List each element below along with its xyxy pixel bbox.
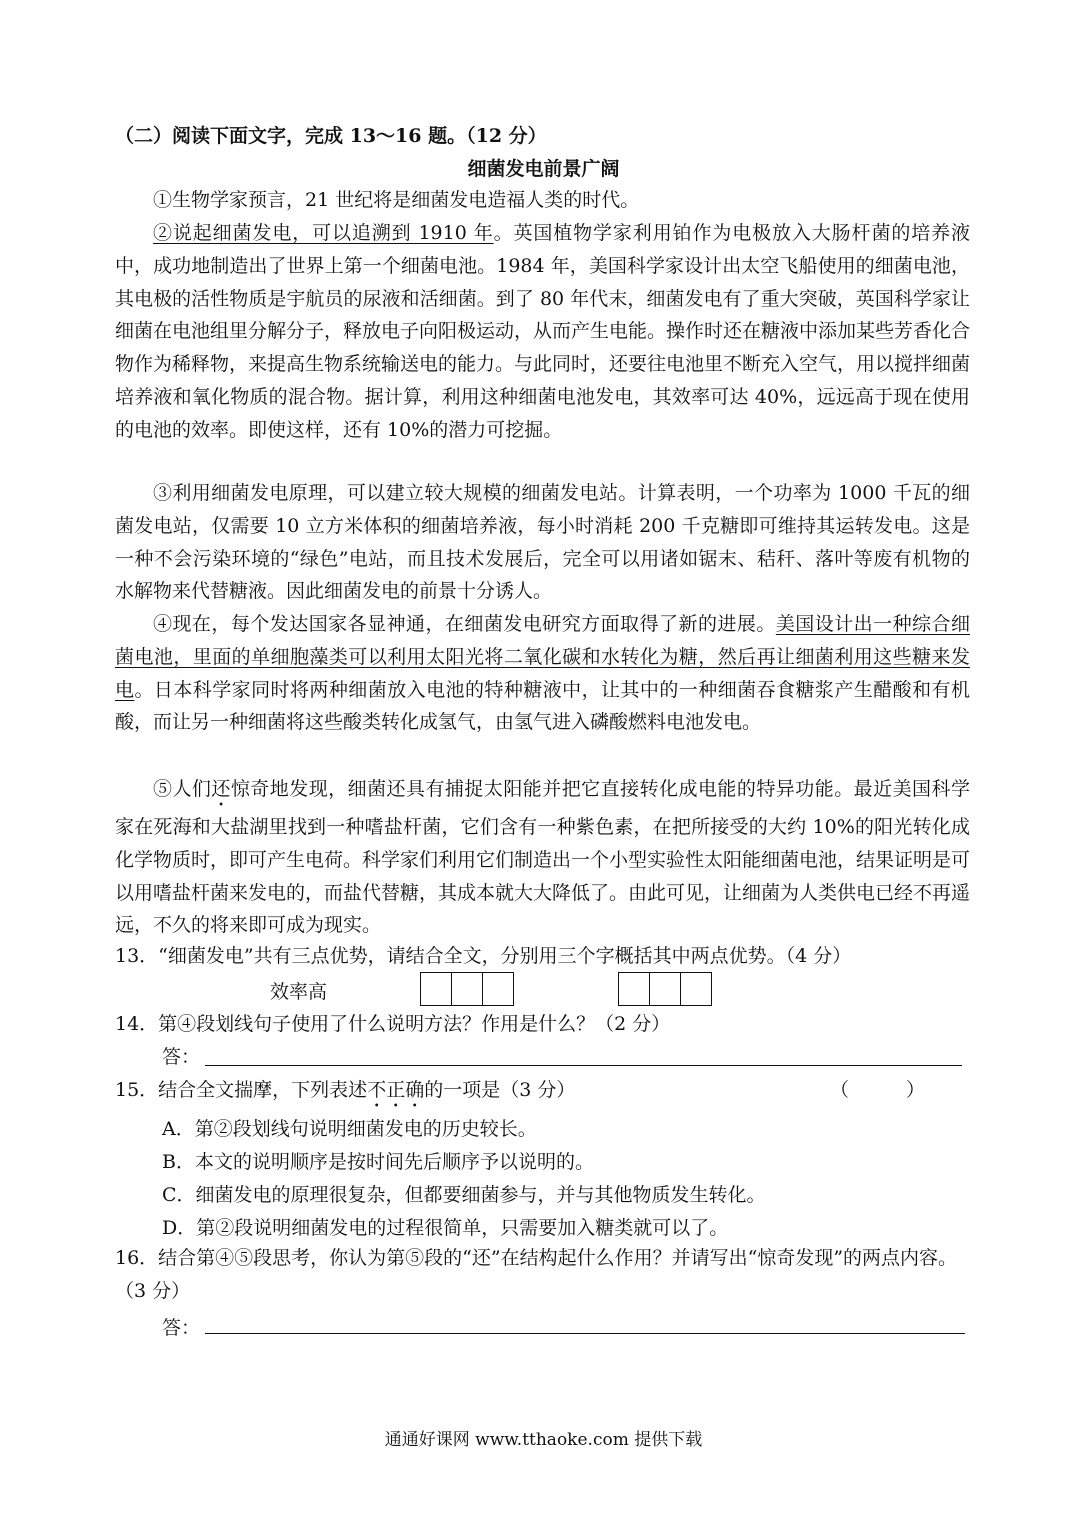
paragraph-4 — [115, 608, 970, 739]
q15-emphasis: 不正确 — [367, 1079, 425, 1101]
q13-answer-boxes-2[interactable] — [618, 972, 712, 1006]
paragraph-1: ①生物学家预言，21 世纪将是细菌发电造福人类的时代。 — [153, 189, 640, 211]
emphasized-word-hai: 还 — [211, 778, 231, 800]
q15-option-a[interactable]: A．第②段划线句说明细菌发电的历史较长。 — [162, 1118, 537, 1140]
underlined-sentence-p2: ②说起细菌发电，可以追溯到 1910 年 — [153, 222, 494, 244]
paragraph-2 — [115, 217, 970, 447]
paragraph-5-text: 惊奇地发现，细菌还具有捕捉太阳能并把它直接转化成电能的特异功能。最近美国科学家在死海和大盐湖里找到一种嗜盐杆菌，它们含有一种紫色素，在把所接受的大约 10%的阳光转化成化学物质时，即可产生电荷。科学家们利用它们制造出一个小型实验性太阳能细菌电池，结果证明是可以用嗜盐杆菌来发电的，而盐代替糖，其成本就大大降低了。由此可见，让细菌为人类供电已经不再遥远，不久的将来即可成为现实。 — [115, 778, 971, 937]
q14-answer-label: 答： — [162, 1046, 201, 1068]
q16-answer-line[interactable] — [205, 1333, 965, 1334]
q16-answer-label: 答： — [162, 1317, 201, 1339]
paragraph-2-text: 。英国植物学家利用铂作为电极放入大肠杆菌的培养液中，成功地制造出了世界上第一个细菌电池。1984 年，美国科学家设计出太空飞船使用的细菌电池，其电极的活性物质是宇航员的尿液和活细菌。到了 80 年代末，细菌发电有了重大突破，英国科学家让细菌在电池组里分解分子，释放电子向阳极运动，从而产生电能。操作时还在糖液中添加某些芳香化合物作为稀释物，来提高生物系统输送电的能力。与此同时，还要往电池里不断充入空气，用以搅拌细菌培养液和氧化物质的混合物。据计算，利用这种细菌电池发电，其效率可达 40%，远远高于现在使用的电池的效率。即使这样，还有 10%的潜力可挖掘。 — [115, 222, 971, 441]
q13-answer-boxes-1[interactable] — [420, 972, 514, 1006]
question-14: 14．第④段划线句子使用了什么说明方法？作用是什么？（2 分） — [115, 1013, 671, 1035]
q15-option-d[interactable]: D．第②段说明细菌发电的过程很简单，只需要加入糖类就可以了。 — [162, 1217, 729, 1239]
question-13: 13．“细菌发电”共有三点优势，请结合全文，分别用三个字概括其中两点优势。（4 分） — [115, 945, 852, 967]
paragraph-4-start: ④现在，每个发达国家各显神通，在细菌发电研究方面取得了新的进展。 — [153, 613, 776, 635]
paragraph-4-text: 。日本科学家同时将两种细菌放入电池的特种糖液中，让其中的一种细菌吞食糖浆产生醋酸和有机酸，而让另一种细菌将这些酸类转化成氢气，由氢气进入磷酸燃料电池发电。 — [115, 678, 970, 734]
underlined-sentence-p4: 美国设计出一种综合细菌电池，里面的单细胞藻类可以利用太阳光将二氧化碳和水转化为糖，然后再让细菌利用这些糖来发电 — [115, 613, 970, 701]
q15-text-start: 15．结合全文揣摩，下列表述 — [115, 1079, 368, 1101]
paragraph-5 — [115, 773, 970, 942]
q15-option-b[interactable]: B．本文的说明顺序是按时间先后顺序予以说明的。 — [162, 1151, 594, 1173]
q13-example-answer: 效率高 — [270, 981, 328, 1003]
article-title: 细菌发电前景广阔 — [467, 158, 620, 180]
q15-text-end: 的一项是（3 分） — [424, 1079, 576, 1101]
q14-answer-line[interactable] — [205, 1065, 962, 1066]
question-16: 16．结合第④⑤段思考，你认为第⑤段的“还”在结构起什么作用？并请写出“惊奇发现”的两点内容。（3 分） — [115, 1247, 958, 1302]
q15-option-c[interactable]: C．细菌发电的原理很复杂，但都要细菌参与，并与其他物质发生转化。 — [162, 1184, 766, 1206]
footer-download-note: 通通好课网 www.tthaoke.com 提供下载 — [384, 1430, 703, 1450]
section-header: （二）阅读下面文字，完成 13～16 题。（12 分） — [115, 125, 547, 147]
paragraph-3: ③利用细菌发电原理，可以建立较大规模的细菌发电站。计算表明，一个功率为 1000 千瓦的细菌发电站，仅需要 10 立方米体积的细菌培养液，每小时消耗 200 千克糖即可维持其运转发电。这是一种不会污染环境的“绿色”电站，而且技术发展后，完全可以用诸如锯末、秸秆、落叶等废有机物的水解物来代替糖液。因此细菌发电的前景十分诱人。 — [115, 482, 970, 603]
paragraph-5-start: ⑤人们 — [153, 778, 212, 800]
q15-answer-paren[interactable]: （ ） — [830, 1079, 926, 1101]
